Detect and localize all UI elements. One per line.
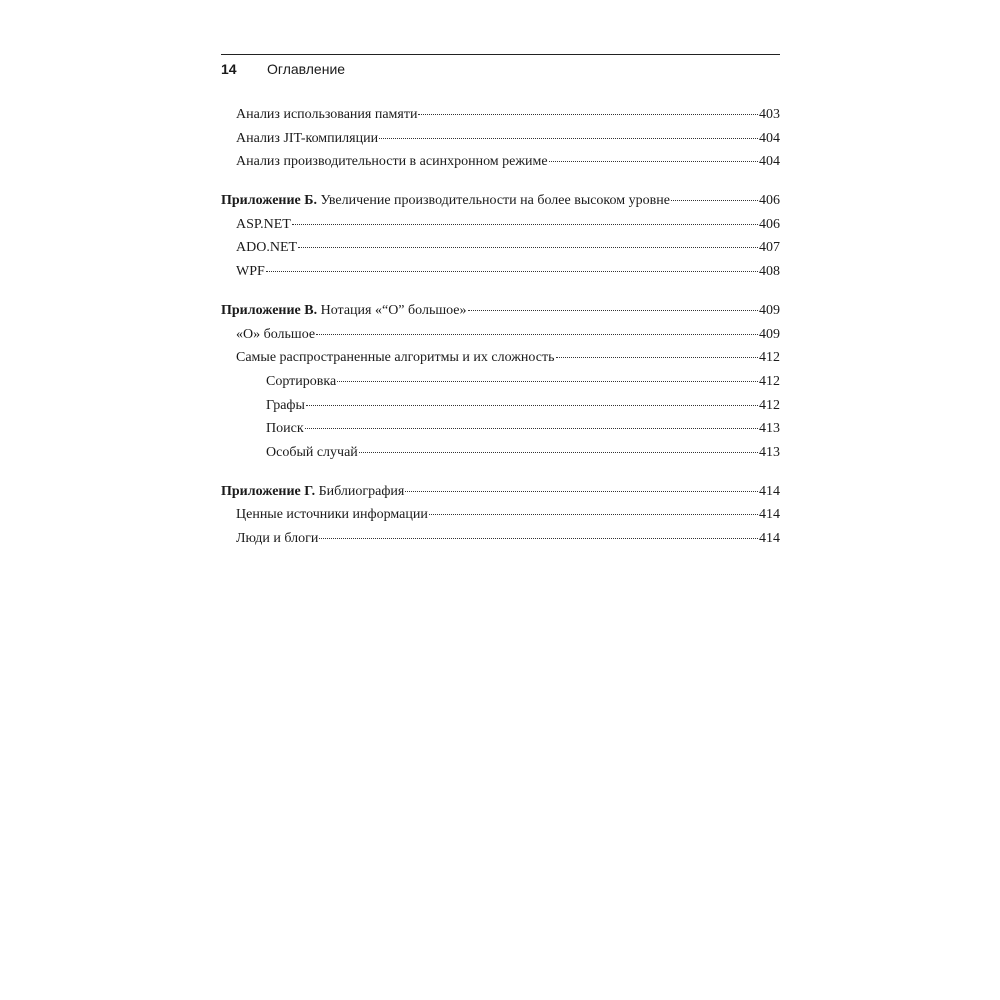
toc-entry-title	[221, 189, 670, 213]
running-header-title: Оглавление	[267, 61, 346, 77]
toc-entry-title: Графы	[266, 397, 305, 413]
toc-entry[interactable]	[221, 346, 780, 370]
dot-leader	[306, 405, 758, 406]
toc-entry-title	[221, 480, 404, 504]
toc-entry[interactable]	[221, 527, 780, 551]
toc-entry-title: Ценные источники информации	[236, 507, 428, 523]
dot-leader	[405, 491, 758, 492]
toc-entry-title: Анализ использования памяти	[236, 107, 418, 122]
toc-entry-page: 412	[759, 373, 780, 389]
toc-entry-page: 408	[759, 264, 780, 280]
dot-leader	[305, 428, 758, 429]
toc-entry-page: 406	[759, 193, 780, 209]
dot-leader	[549, 161, 758, 162]
page-number: 14	[221, 61, 237, 77]
toc-subentry[interactable]	[221, 441, 780, 465]
dot-leader	[337, 381, 758, 382]
table-of-contents	[221, 103, 780, 551]
appendix-label: Приложение Г.	[221, 483, 316, 499]
toc-entry-page: 404	[759, 130, 780, 146]
toc-entry-title: Анализ JIT-компиляции	[236, 130, 379, 146]
toc-entry-page: 409	[759, 302, 780, 318]
toc-entry-page: 414	[759, 483, 780, 499]
toc-entry-title: ASP.NET	[236, 216, 291, 232]
dot-leader	[316, 334, 758, 335]
dot-leader	[319, 538, 758, 539]
toc-appendix-entry[interactable]	[221, 299, 780, 323]
dot-leader	[418, 114, 758, 115]
dot-leader	[671, 200, 758, 201]
dot-leader	[359, 452, 758, 453]
toc-entry-title: WPF	[236, 264, 265, 280]
toc-entry-title: Сортировка	[266, 373, 337, 389]
dot-leader	[298, 247, 758, 248]
toc-entry[interactable]	[221, 236, 780, 260]
toc-entry-page: 412	[759, 397, 780, 413]
toc-entry-title: Особый случай	[266, 444, 358, 460]
toc-entry-page: 414	[759, 531, 780, 546]
toc-appendix-entry[interactable]	[221, 189, 780, 213]
appendix-title: Увеличение производительности на более высоком уровне	[320, 193, 670, 209]
toc-entry[interactable]	[221, 503, 780, 527]
toc-entry-page: 409	[759, 326, 780, 342]
toc-subentry[interactable]	[221, 417, 780, 441]
toc-entry[interactable]	[221, 103, 780, 127]
header-rule	[221, 54, 780, 55]
dot-leader	[429, 514, 758, 515]
toc-entry-title: Люди и блоги	[236, 531, 319, 546]
dot-leader	[556, 357, 759, 358]
appendix-title: Библиография	[318, 483, 405, 499]
toc-entry-title: Анализ производительности в асинхронном режиме	[236, 154, 548, 170]
toc-entry-title: Самые распространенные алгоритмы и их сложность	[236, 350, 555, 366]
running-header	[221, 58, 780, 80]
dot-leader	[266, 271, 758, 272]
dot-leader	[379, 138, 758, 139]
toc-entry-title: Поиск	[266, 421, 304, 437]
toc-entry[interactable]	[221, 213, 780, 237]
dot-leader	[468, 310, 759, 311]
dot-leader	[292, 224, 758, 225]
toc-subentry[interactable]	[221, 394, 780, 418]
toc-entry-page: 412	[759, 350, 780, 366]
toc-entry-title	[221, 299, 467, 323]
toc-entry-title: «O» большое	[236, 326, 316, 342]
toc-entry-page: 407	[759, 240, 780, 256]
toc-appendix-entry[interactable]	[221, 480, 780, 504]
toc-entry-page: 406	[759, 216, 780, 232]
toc-entry[interactable]	[221, 323, 780, 347]
toc-entry-page: 413	[759, 421, 780, 437]
toc-entry-page: 413	[759, 444, 780, 460]
toc-entry[interactable]	[221, 260, 780, 284]
toc-entry-title: ADO.NET	[236, 240, 298, 256]
toc-entry-page: 403	[759, 107, 780, 122]
toc-entry[interactable]	[221, 150, 780, 174]
toc-entry[interactable]	[221, 127, 780, 151]
toc-entry-page: 414	[759, 507, 780, 523]
appendix-title: Нотация «“O” большое»	[320, 302, 467, 318]
appendix-label: Приложение Б.	[221, 193, 318, 209]
appendix-label: Приложение В.	[221, 302, 318, 318]
toc-entry-page: 404	[759, 154, 780, 170]
toc-subentry[interactable]	[221, 370, 780, 394]
